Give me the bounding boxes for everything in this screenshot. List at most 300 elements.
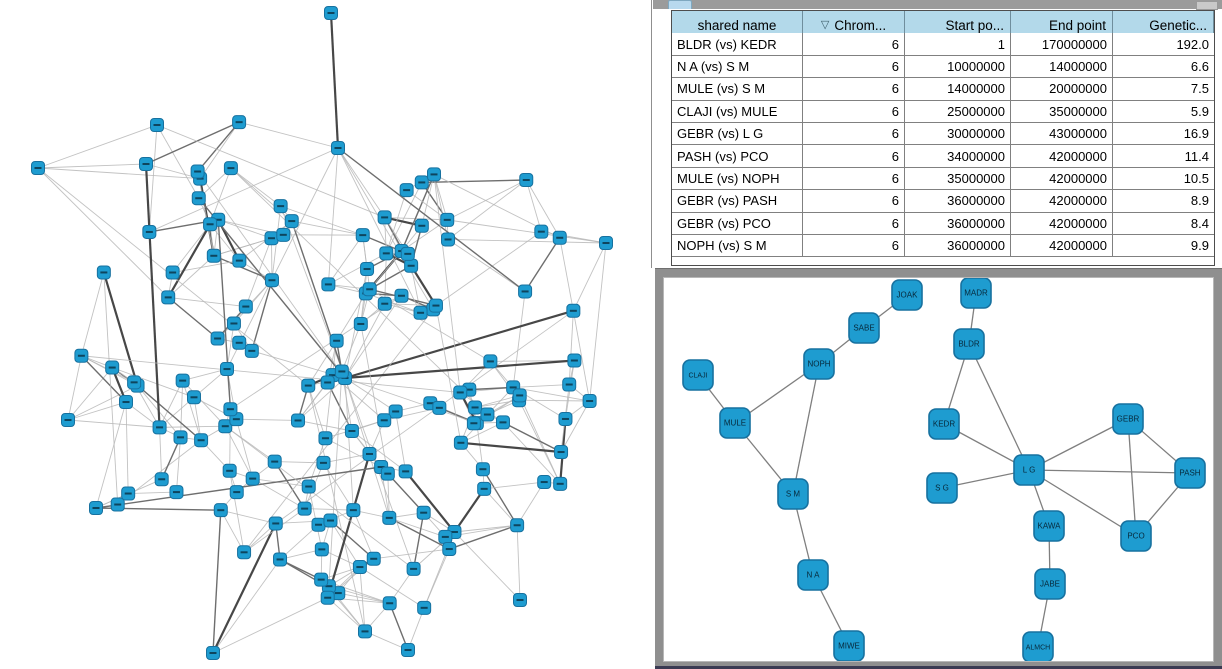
overview-network-node[interactable] bbox=[378, 414, 391, 427]
overview-network-edge bbox=[353, 510, 373, 559]
detail-node-label: MADR bbox=[964, 288, 988, 298]
overview-network-node[interactable] bbox=[298, 502, 311, 515]
overview-network-edge bbox=[236, 419, 252, 478]
overview-network-node[interactable] bbox=[214, 504, 227, 517]
overview-network-edge bbox=[68, 356, 81, 420]
overview-network-edge bbox=[331, 13, 338, 148]
detail-network-edge[interactable] bbox=[969, 344, 1029, 470]
overview-network-node[interactable] bbox=[428, 168, 441, 181]
overview-network-edge bbox=[292, 221, 345, 378]
cell-genetic-distance[interactable]: 9.9 bbox=[1113, 235, 1214, 257]
cell-shared-name[interactable]: CLAJI (vs) MULE bbox=[672, 101, 803, 123]
overview-network-edge bbox=[345, 304, 385, 378]
overview-network-node[interactable] bbox=[356, 229, 369, 242]
overview-network-node[interactable] bbox=[442, 233, 455, 246]
overview-network-node[interactable] bbox=[140, 158, 153, 171]
overview-network-node[interactable] bbox=[207, 647, 220, 660]
overview-network-node[interactable] bbox=[143, 225, 156, 238]
overview-network-edge bbox=[81, 272, 103, 355]
overview-network-node[interactable] bbox=[269, 517, 282, 530]
cell-shared-name[interactable]: MULE (vs) S M bbox=[672, 78, 803, 100]
overview-network-node[interactable] bbox=[155, 473, 168, 486]
overview-network-edge bbox=[168, 224, 210, 297]
overview-network-edge bbox=[308, 386, 325, 439]
overview-network-edge bbox=[513, 291, 525, 387]
cell-end-point[interactable]: 42000000 bbox=[1011, 235, 1113, 257]
overview-network-edge bbox=[330, 521, 373, 559]
overview-network-node[interactable] bbox=[354, 317, 367, 330]
detail-node-label: ALMCH bbox=[1025, 644, 1051, 652]
overview-network-node[interactable] bbox=[151, 119, 164, 132]
overview-network-edge bbox=[448, 180, 526, 239]
overview-network-edge bbox=[160, 426, 226, 427]
cell-shared-name[interactable]: NOPH (vs) S M bbox=[672, 235, 803, 257]
detail-network-node[interactable] bbox=[834, 631, 864, 661]
detail-network-node[interactable] bbox=[849, 313, 879, 343]
overview-network-node[interactable] bbox=[559, 412, 572, 425]
overview-network-edge bbox=[68, 368, 112, 420]
overview-network-edge bbox=[414, 513, 424, 569]
overview-network-edge bbox=[213, 559, 280, 653]
overview-network-edge bbox=[221, 510, 276, 523]
overview-network-node[interactable] bbox=[443, 543, 456, 556]
overview-network-node[interactable] bbox=[302, 480, 315, 493]
filter-icon[interactable]: ▽ bbox=[820, 19, 830, 31]
cell-shared-name[interactable]: BLDR (vs) KEDR bbox=[672, 33, 803, 55]
overview-network-edge bbox=[239, 122, 338, 148]
detail-network-node[interactable] bbox=[929, 409, 959, 439]
cell-chromosome[interactable]: 6 bbox=[803, 78, 905, 100]
overview-network-node[interactable] bbox=[325, 7, 338, 20]
overview-network-edge bbox=[345, 361, 574, 378]
overview-network-node[interactable] bbox=[162, 291, 175, 304]
cell-end-point[interactable]: 42000000 bbox=[1011, 190, 1113, 212]
overview-network-edge bbox=[168, 297, 246, 306]
detail-network-node[interactable] bbox=[927, 473, 957, 503]
overview-network-node[interactable] bbox=[317, 456, 330, 469]
overview-network-edge bbox=[519, 400, 590, 401]
cell-start-position[interactable]: 35000000 bbox=[905, 168, 1011, 190]
detail-network-node[interactable] bbox=[1034, 511, 1064, 541]
detail-network-node[interactable] bbox=[1121, 521, 1151, 551]
overview-network-edge bbox=[292, 221, 363, 235]
detail-network-node[interactable] bbox=[954, 329, 984, 359]
overview-network-node[interactable] bbox=[414, 306, 427, 319]
cell-start-position[interactable]: 36000000 bbox=[905, 190, 1011, 212]
table-tab-fragment[interactable] bbox=[668, 0, 692, 9]
overview-network-node[interactable] bbox=[454, 386, 467, 399]
overview-network-node[interactable] bbox=[302, 379, 315, 392]
overview-network-node[interactable] bbox=[268, 455, 281, 468]
overview-network-node[interactable] bbox=[514, 594, 527, 607]
overview-network-node[interactable] bbox=[513, 389, 526, 402]
overview-network-edge bbox=[328, 235, 362, 284]
overview-network-edge bbox=[253, 479, 305, 509]
edge-table bbox=[672, 11, 1214, 257]
overview-network-edge bbox=[128, 492, 176, 493]
detail-node-label: PCO bbox=[1127, 531, 1145, 541]
detail-network-node[interactable] bbox=[1113, 404, 1143, 434]
overview-network-node[interactable] bbox=[358, 625, 371, 638]
overview-network-edge bbox=[519, 400, 560, 484]
overview-network-node[interactable] bbox=[381, 467, 394, 480]
overview-network-node[interactable] bbox=[153, 421, 166, 434]
overview-network-node[interactable] bbox=[335, 365, 348, 378]
overview-network-node[interactable] bbox=[481, 408, 494, 421]
overview-network-node[interactable] bbox=[191, 165, 204, 178]
overview-network-edge bbox=[447, 220, 606, 243]
overview-network-node[interactable] bbox=[439, 530, 452, 543]
overview-network-node[interactable] bbox=[345, 425, 358, 438]
overview-network-node[interactable] bbox=[111, 498, 124, 511]
detail-network-panel bbox=[655, 268, 1222, 669]
overview-network-node[interactable] bbox=[484, 355, 497, 368]
overview-network-edge bbox=[447, 180, 526, 220]
detail-network-node[interactable] bbox=[683, 360, 713, 390]
cell-start-position[interactable]: 25000000 bbox=[905, 101, 1011, 123]
overview-network-node[interactable] bbox=[227, 317, 240, 330]
overview-network-node[interactable] bbox=[418, 601, 431, 614]
overview-network-edge bbox=[81, 356, 126, 402]
overview-network-edge bbox=[149, 125, 157, 232]
overview-network-node[interactable] bbox=[233, 254, 246, 267]
overview-network-edge bbox=[454, 532, 520, 600]
cell-chromosome[interactable]: 6 bbox=[803, 33, 905, 55]
overview-network-node[interactable] bbox=[380, 247, 393, 260]
overview-network-edge bbox=[157, 125, 199, 198]
overview-network-node[interactable] bbox=[312, 518, 325, 531]
detail-network-node[interactable] bbox=[778, 479, 808, 509]
detail-node-label: KEDR bbox=[932, 419, 956, 429]
overview-network-node[interactable] bbox=[383, 511, 396, 524]
overview-network-node[interactable] bbox=[401, 247, 414, 260]
overview-network-node[interactable] bbox=[407, 562, 420, 575]
overview-network-node[interactable] bbox=[195, 434, 208, 447]
detail-node-label: PASH bbox=[1179, 468, 1201, 478]
overview-network-node[interactable] bbox=[106, 361, 119, 374]
overview-network-node[interactable] bbox=[378, 297, 391, 310]
cell-chromosome[interactable]: 6 bbox=[803, 56, 905, 78]
panel-divider bbox=[651, 0, 652, 268]
edge-table-panel bbox=[671, 10, 1215, 266]
overview-network-node[interactable] bbox=[207, 249, 220, 262]
overview-network-node[interactable] bbox=[535, 225, 548, 238]
overview-network-edge bbox=[298, 420, 352, 431]
cell-genetic-distance[interactable]: 11.4 bbox=[1113, 145, 1214, 167]
overview-network-node[interactable] bbox=[583, 395, 596, 408]
overview-network-node[interactable] bbox=[90, 502, 103, 515]
detail-network-node[interactable] bbox=[1175, 458, 1205, 488]
overview-network-edge bbox=[68, 420, 160, 427]
overview-network-edge bbox=[517, 525, 520, 600]
detail-network-edge[interactable] bbox=[1128, 419, 1136, 536]
overview-network-node[interactable] bbox=[361, 263, 374, 276]
detail-node-label: L G bbox=[1022, 465, 1036, 475]
cell-start-position[interactable]: 34000000 bbox=[905, 145, 1011, 167]
overview-network-edge bbox=[345, 378, 396, 411]
overview-network-edge bbox=[213, 598, 328, 653]
overview-network-edge bbox=[503, 422, 560, 483]
cell-chromosome[interactable]: 6 bbox=[803, 123, 905, 145]
overview-network-node[interactable] bbox=[192, 192, 205, 205]
column-header-genetic[interactable]: Genetic... bbox=[1113, 11, 1214, 41]
overview-network-node[interactable] bbox=[363, 283, 376, 296]
detail-node-label: CLAJI bbox=[688, 372, 708, 380]
overview-network-node[interactable] bbox=[321, 591, 334, 604]
cell-genetic-distance[interactable]: 7.5 bbox=[1113, 78, 1214, 100]
overview-network-edge bbox=[276, 311, 574, 524]
overview-network-edge bbox=[213, 523, 276, 653]
overview-network-node[interactable] bbox=[128, 376, 141, 389]
overview-network-node[interactable] bbox=[233, 336, 246, 349]
cell-end-point[interactable]: 20000000 bbox=[1011, 78, 1113, 100]
overview-network-node[interactable] bbox=[454, 436, 467, 449]
overview-network-node[interactable] bbox=[417, 506, 430, 519]
overview-network-node[interactable] bbox=[554, 477, 567, 490]
overview-network-node[interactable] bbox=[274, 200, 287, 213]
overview-network-edge bbox=[483, 469, 517, 525]
overview-network-node[interactable] bbox=[433, 401, 446, 414]
cell-end-point[interactable]: 43000000 bbox=[1011, 123, 1113, 145]
cell-start-position[interactable]: 10000000 bbox=[905, 56, 1011, 78]
cell-genetic-distance[interactable]: 192.0 bbox=[1113, 33, 1214, 55]
overview-network-node[interactable] bbox=[277, 228, 290, 241]
overview-network-edge bbox=[338, 148, 385, 217]
overview-network-edge bbox=[374, 549, 450, 559]
cell-chromosome[interactable]: 6 bbox=[803, 168, 905, 190]
detail-node-label: NOPH bbox=[807, 359, 831, 369]
detail-network-node[interactable] bbox=[961, 278, 991, 308]
overview-network-edge bbox=[168, 297, 217, 338]
cell-chromosome[interactable]: 6 bbox=[803, 213, 905, 235]
detail-network-edge[interactable] bbox=[1029, 470, 1190, 473]
overview-network-node[interactable] bbox=[469, 401, 482, 414]
overview-network-node[interactable] bbox=[395, 289, 408, 302]
overview-network-edge bbox=[385, 253, 387, 303]
overview-network-edge bbox=[38, 168, 200, 179]
detail-node-label: S M bbox=[785, 489, 801, 499]
overview-network-edge bbox=[525, 238, 560, 292]
overview-network-node[interactable] bbox=[120, 396, 133, 409]
cell-shared-name[interactable]: N A (vs) S M bbox=[672, 56, 803, 78]
detail-network-edge[interactable] bbox=[793, 364, 819, 494]
detail-network-node[interactable] bbox=[720, 408, 750, 438]
overview-network-node[interactable] bbox=[75, 349, 88, 362]
detail-node-label: SABE bbox=[853, 323, 875, 333]
cell-shared-name[interactable]: GEBR (vs) L G bbox=[672, 123, 803, 145]
overview-network-node[interactable] bbox=[238, 546, 251, 559]
cell-start-position[interactable]: 30000000 bbox=[905, 123, 1011, 145]
cell-genetic-distance[interactable]: 10.5 bbox=[1113, 168, 1214, 190]
overview-network-node[interactable] bbox=[378, 211, 391, 224]
overview-network-edge bbox=[434, 174, 460, 392]
overview-network-node[interactable] bbox=[285, 215, 298, 228]
detail-network-node[interactable] bbox=[1014, 455, 1044, 485]
cell-genetic-distance[interactable]: 8.9 bbox=[1113, 190, 1214, 212]
overview-network-node[interactable] bbox=[353, 561, 366, 574]
detail-network-canvas bbox=[663, 277, 1214, 662]
detail-node-label: BLDR bbox=[958, 339, 980, 349]
overview-network-node[interactable] bbox=[233, 116, 246, 129]
column-header-end-point[interactable]: End point bbox=[1011, 11, 1113, 41]
overview-network-node[interactable] bbox=[122, 487, 135, 500]
detail-network-node[interactable] bbox=[892, 280, 922, 310]
overview-network-edge bbox=[513, 385, 569, 388]
overview-network-edge bbox=[590, 243, 606, 401]
cell-start-position[interactable]: 36000000 bbox=[905, 213, 1011, 235]
overview-network-edge bbox=[236, 419, 298, 420]
overview-network-edge bbox=[345, 311, 573, 378]
overview-network-node[interactable] bbox=[519, 285, 532, 298]
overview-network-edge bbox=[104, 272, 118, 504]
overview-network-node[interactable] bbox=[97, 266, 110, 279]
detail-network-node[interactable] bbox=[804, 349, 834, 379]
overview-network-node[interactable] bbox=[265, 274, 278, 287]
cell-chromosome[interactable]: 6 bbox=[803, 145, 905, 167]
overview-network-node[interactable] bbox=[246, 472, 259, 485]
overview-network-node[interactable] bbox=[429, 299, 442, 312]
overview-network-node[interactable] bbox=[274, 553, 287, 566]
overview-network-node[interactable] bbox=[520, 173, 533, 186]
overview-network-edge bbox=[448, 239, 525, 291]
overview-network-node[interactable] bbox=[563, 378, 576, 391]
cell-genetic-distance[interactable]: 8.4 bbox=[1113, 213, 1214, 235]
cell-end-point[interactable]: 14000000 bbox=[1011, 56, 1113, 78]
cell-end-point[interactable]: 42000000 bbox=[1011, 213, 1113, 235]
overview-network-node[interactable] bbox=[220, 363, 233, 376]
overview-network-node[interactable] bbox=[476, 463, 489, 476]
overview-network-node[interactable] bbox=[62, 414, 75, 427]
scrollbar-fragment[interactable] bbox=[1196, 1, 1218, 10]
cell-chromosome[interactable]: 6 bbox=[803, 101, 905, 123]
detail-network-node[interactable] bbox=[1023, 632, 1053, 661]
top-toolbar-strip bbox=[653, 0, 1222, 9]
detail-network-node[interactable] bbox=[1035, 569, 1065, 599]
column-header-chromosome-label: Chrom... bbox=[834, 18, 887, 33]
overview-network-node[interactable] bbox=[245, 344, 258, 357]
overview-network-edge bbox=[231, 168, 281, 206]
overview-network-node[interactable] bbox=[292, 414, 305, 427]
overview-network-node[interactable] bbox=[400, 184, 413, 197]
overview-network-edge bbox=[275, 462, 324, 463]
overview-network-node[interactable] bbox=[467, 417, 480, 430]
overview-network-node[interactable] bbox=[363, 447, 376, 460]
cell-genetic-distance[interactable]: 5.9 bbox=[1113, 101, 1214, 123]
overview-network-edge bbox=[328, 148, 338, 284]
overview-network-edge bbox=[436, 306, 461, 443]
overview-network-node[interactable] bbox=[405, 259, 418, 272]
column-header-shared-name[interactable]: shared name bbox=[672, 11, 803, 41]
overview-network-node[interactable] bbox=[367, 552, 380, 565]
cell-shared-name[interactable]: GEBR (vs) PASH bbox=[672, 190, 803, 212]
cell-shared-name[interactable]: MULE (vs) NOPH bbox=[672, 168, 803, 190]
overview-network-node[interactable] bbox=[265, 232, 278, 245]
overview-network-node[interactable] bbox=[415, 176, 428, 189]
overview-network-node[interactable] bbox=[211, 332, 224, 345]
cell-chromosome[interactable]: 6 bbox=[803, 190, 905, 212]
cell-start-position[interactable]: 36000000 bbox=[905, 235, 1011, 257]
detail-node-label: JOAK bbox=[896, 290, 918, 300]
overview-network-node[interactable] bbox=[204, 218, 217, 231]
overview-network-node[interactable] bbox=[555, 446, 568, 459]
overview-network-edge bbox=[38, 164, 146, 168]
overview-network-node[interactable] bbox=[166, 266, 179, 279]
cell-start-position[interactable]: 14000000 bbox=[905, 78, 1011, 100]
overview-network-node[interactable] bbox=[32, 162, 45, 175]
cell-genetic-distance[interactable]: 16.9 bbox=[1113, 123, 1214, 145]
overview-network-node[interactable] bbox=[511, 519, 524, 532]
overview-network-edge bbox=[146, 164, 160, 427]
overview-network-node[interactable] bbox=[567, 304, 580, 317]
overview-network-node[interactable] bbox=[324, 514, 337, 527]
overview-network-node[interactable] bbox=[383, 597, 396, 610]
overview-network-node[interactable] bbox=[330, 334, 343, 347]
cell-end-point[interactable]: 42000000 bbox=[1011, 145, 1113, 167]
cell-shared-name[interactable]: PASH (vs) PCO bbox=[672, 145, 803, 167]
overview-network-node[interactable] bbox=[496, 416, 509, 429]
overview-network-node[interactable] bbox=[315, 543, 328, 556]
overview-network-edge bbox=[126, 402, 128, 494]
cell-genetic-distance[interactable]: 6.6 bbox=[1113, 56, 1214, 78]
cell-end-point[interactable]: 35000000 bbox=[1011, 101, 1113, 123]
overview-network-node[interactable] bbox=[568, 354, 581, 367]
overview-network-edge bbox=[68, 402, 126, 420]
cell-end-point[interactable]: 170000000 bbox=[1011, 33, 1113, 55]
overview-network-node[interactable] bbox=[600, 237, 613, 250]
cell-chromosome[interactable]: 6 bbox=[803, 235, 905, 257]
detail-network-node[interactable] bbox=[798, 560, 828, 590]
cell-shared-name[interactable]: GEBR (vs) PCO bbox=[672, 213, 803, 235]
detail-node-label: GEBR bbox=[1116, 414, 1140, 424]
overview-network-node[interactable] bbox=[332, 142, 345, 155]
overview-network-node[interactable] bbox=[170, 486, 183, 499]
column-header-start-position[interactable]: Start po... bbox=[905, 11, 1011, 41]
overview-network-node[interactable] bbox=[176, 374, 189, 387]
overview-network-edge bbox=[160, 381, 183, 428]
overview-network-edge bbox=[173, 224, 210, 272]
overview-network-node[interactable] bbox=[239, 300, 252, 313]
overview-network-node[interactable] bbox=[223, 464, 236, 477]
overview-network-node[interactable] bbox=[224, 162, 237, 175]
overview-network-edge bbox=[305, 509, 354, 511]
overview-network-node[interactable] bbox=[553, 231, 566, 244]
overview-network-node[interactable] bbox=[322, 278, 335, 291]
overview-network-node[interactable] bbox=[415, 219, 428, 232]
detail-node-label: S G bbox=[935, 483, 949, 493]
detail-node-label: N A bbox=[806, 570, 820, 580]
overview-network-node[interactable] bbox=[347, 504, 360, 517]
overview-network-node[interactable] bbox=[538, 476, 551, 489]
cell-end-point[interactable]: 42000000 bbox=[1011, 168, 1113, 190]
detail-network[interactable] bbox=[664, 278, 1213, 661]
overview-network-node[interactable] bbox=[224, 403, 237, 416]
overview-network-node[interactable] bbox=[478, 482, 491, 495]
detail-node-label: JABE bbox=[1039, 579, 1061, 589]
overview-network-edge bbox=[573, 243, 606, 311]
overview-network-node[interactable] bbox=[174, 431, 187, 444]
overview-network-node[interactable] bbox=[399, 465, 412, 478]
overview-network-node[interactable] bbox=[230, 486, 243, 499]
detail-node-label: MIWE bbox=[838, 641, 860, 651]
overview-network-node[interactable] bbox=[187, 391, 200, 404]
overview-network-node[interactable] bbox=[321, 376, 334, 389]
overview-network-node[interactable] bbox=[319, 432, 332, 445]
cell-start-position[interactable]: 1 bbox=[905, 33, 1011, 55]
overview-network-node[interactable] bbox=[402, 644, 415, 657]
overview-network-node[interactable] bbox=[315, 573, 328, 586]
overview-network-node[interactable] bbox=[441, 213, 454, 226]
overview-network-edge bbox=[526, 180, 541, 232]
